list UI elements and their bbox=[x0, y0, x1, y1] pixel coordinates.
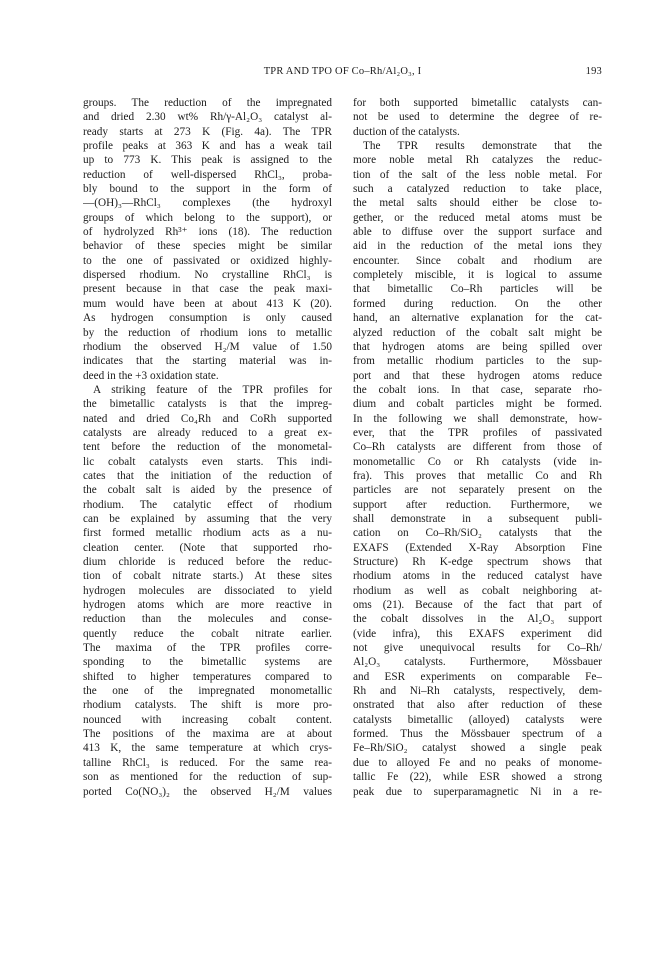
text-line: talline RhCl₃ is reduced. For the same rea- bbox=[83, 756, 332, 769]
text-line: catalysts are already reduced to a great ex- bbox=[83, 426, 332, 439]
text-line: —(OH)₃—RhCl₃ complexes (the hydroxyl bbox=[83, 197, 332, 210]
text-line: ported Co(NO₃)₂ the observed H₂/M values bbox=[83, 785, 332, 798]
text-line: Fe–Rh/SiO₂ catalyst showed a single peak bbox=[353, 742, 602, 755]
text-line: from metallic rhodium particles to the sup- bbox=[353, 355, 602, 368]
text-line: port and that these hydrogen atoms reduce bbox=[353, 369, 602, 382]
text-line: that hydrogen atoms are being spilled over bbox=[353, 340, 602, 353]
text-line: rhodium. The catalytic effect of rhodium bbox=[83, 498, 332, 511]
text-line: groups of which belong to the support), or bbox=[83, 211, 332, 224]
text-line: alyzed reduction of the cobalt salt might be bbox=[353, 326, 602, 339]
text-line: shall demonstrate in a subsequent publi- bbox=[353, 512, 602, 525]
text-line: ever, that the TPR profiles of passivated bbox=[353, 426, 602, 439]
text-line: EXAFS (Extended X-Ray Absorption Fine bbox=[353, 541, 602, 554]
text-line: peak due to superparamagnetic Ni in a re- bbox=[353, 785, 602, 798]
text-line: Co–Rh catalysts are different from those of bbox=[353, 441, 602, 454]
right-text-column bbox=[353, 96, 602, 956]
text-line: reduction than the molecules and conse- bbox=[83, 613, 332, 626]
text-line: rhodium as well as cobalt neighboring at- bbox=[353, 584, 602, 597]
text-line: groups. The reduction of the impregnated bbox=[83, 97, 332, 109]
text-line: behavior of these species might be similar bbox=[83, 240, 332, 253]
text-line: cates that the initiation of the reduction of bbox=[83, 469, 332, 482]
text-line: bly bound to the support in the form of bbox=[83, 183, 332, 196]
text-line: not be used to determine the degree of re- bbox=[353, 111, 602, 124]
text-line: rhodium the observed H₂/M value of 1.50 bbox=[83, 340, 332, 353]
text-line: the metal salts should either be close to- bbox=[353, 197, 602, 210]
text-line: quently reduce the cobalt nitrate earlier. bbox=[83, 627, 332, 640]
text-line: due to alloyed Fe and no peaks of monome- bbox=[353, 756, 602, 769]
text-line: aid in the reduction of the metal ions they bbox=[353, 240, 602, 253]
text-line: 413 K, the same temperature at which crys- bbox=[83, 742, 332, 755]
text-line: more noble metal Rh catalyzes the reduc- bbox=[353, 154, 602, 167]
text-line: the one of the impregnated monometallic bbox=[83, 685, 332, 698]
text-line: support after reduction. Furthermore, we bbox=[353, 498, 602, 511]
text-line: of hydrolyzed Rh³⁺ ions (18). The reduction bbox=[83, 226, 332, 239]
text-line: onstrated that also after reduction of these bbox=[353, 699, 602, 712]
text-line: particles are not separately present on the bbox=[353, 484, 602, 497]
text-line: and ESR experiments on comparable Fe– bbox=[353, 670, 602, 683]
text-line: As hydrogen consumption is only caused bbox=[83, 312, 332, 325]
text-line: tion of the salt of the less noble metal. For bbox=[353, 168, 602, 181]
text-line: encounter. Since cobalt and rhodium are bbox=[353, 254, 602, 267]
text-line: and dried 2.30 wt% Rh/γ-Al₂O₃ catalyst al- bbox=[83, 111, 332, 124]
text-line: completely miscible, it is logical to assume bbox=[353, 269, 602, 282]
text-line: sponding to the bimetallic systems are bbox=[83, 656, 332, 669]
text-line: catalysts bimetallic (alloyed) catalysts were bbox=[353, 713, 602, 726]
text-line: cleation center. (Note that supported rho- bbox=[83, 541, 332, 554]
text-line: hydrogen molecules are dissociated to yield bbox=[83, 584, 332, 597]
text-line: hand, an alternative explanation for the cat- bbox=[353, 312, 602, 325]
text-line: ready starts at 273 K (Fig. 4a). The TPR bbox=[83, 125, 332, 138]
text-line: nounced with increasing cobalt content. bbox=[83, 713, 332, 726]
text-line: profile peaks at 363 K and has a weak tail bbox=[83, 140, 332, 153]
text-line: by the reduction of rhodium ions to metallic bbox=[83, 326, 332, 339]
text-line: reduction of well-dispersed RhCl₃, proba- bbox=[83, 168, 332, 181]
text-line: the cobalt dissolves in the Al₂O₃ support bbox=[353, 613, 602, 626]
text-line: Rh and Ni–Rh catalysts, respectively, dem- bbox=[353, 685, 602, 698]
text-line: tent before the reduction of the monometal- bbox=[83, 441, 332, 454]
text-line: the bimetallic catalysts is that the impreg- bbox=[83, 398, 332, 411]
text-line: present because in that case the peak maxi- bbox=[83, 283, 332, 296]
text-line: up to 773 K. This peak is assigned to the bbox=[83, 154, 332, 167]
text-line: not give unequivocal results for Co–Rh/ bbox=[353, 642, 602, 655]
text-line: tion of cobalt nitrate starts.) At these sites bbox=[83, 570, 332, 583]
text-line: first formed metallic rhodium acts as a nu- bbox=[83, 527, 332, 540]
text-line: to the one of passivated or oxidized highly- bbox=[83, 254, 332, 267]
text-line: mum would have been at about 413 K (20). bbox=[83, 297, 332, 310]
text-line: tallic Fe (22), while ESR showed a strong bbox=[353, 771, 602, 784]
text-line: monometallic Co or Rh catalysts (vide in- bbox=[353, 455, 602, 468]
text-line: nated and dried Co₄Rh and CoRh supported bbox=[83, 412, 332, 425]
text-line: dispersed rhodium. No crystalline RhCl₃ is bbox=[83, 269, 332, 282]
text-line: shifted to higher temperatures compared to bbox=[83, 670, 332, 683]
text-line: gether, or the reduced metal atoms must be bbox=[353, 211, 602, 224]
text-line: fra). This proves that metallic Co and Rh bbox=[353, 469, 602, 482]
text-line: lic cobalt catalysts even starts. This indi- bbox=[83, 455, 332, 468]
text-line: In the following we shall demonstrate, how- bbox=[353, 412, 602, 425]
text-line: formed. Thus the Mössbauer spectrum of a bbox=[353, 728, 602, 741]
text-line: cation on Co–Rh/SiO₂ catalysts that the bbox=[353, 527, 602, 540]
text-line: rhodium catalysts. The shift is more pro- bbox=[83, 699, 332, 712]
text-line: able to diffuse over the support surface and bbox=[353, 226, 602, 239]
text-line: oms (21). Because of the fact that part of bbox=[353, 599, 602, 612]
text-line: A striking feature of the TPR profiles for bbox=[93, 383, 332, 396]
text-line: such a catalyzed reduction to take place, bbox=[353, 183, 602, 196]
text-line: formed during reduction. On the other bbox=[353, 297, 602, 310]
text-line: that bimetallic Co–Rh particles will be bbox=[353, 283, 602, 296]
text-line: The positions of the maxima are at about bbox=[83, 728, 332, 741]
text-line: hydrogen atoms which are more reactive in bbox=[83, 599, 332, 612]
text-line: son as mentioned for the reduction of sup- bbox=[83, 771, 332, 784]
running-title: TPR AND TPO OF Co–Rh/Al₂O₃, I bbox=[263, 66, 422, 77]
text-line: for both supported bimetallic catalysts can- bbox=[353, 97, 602, 109]
text-line: indicates that the starting material was in- bbox=[83, 355, 332, 368]
text-line: duction of the catalysts. bbox=[353, 125, 460, 138]
page-header bbox=[83, 66, 602, 82]
text-line: dium chloride is reduced before the reduc- bbox=[83, 556, 332, 568]
text-line: deed in the +3 oxidation state. bbox=[83, 369, 219, 382]
text-line: dium and cobalt particles might be formed. bbox=[353, 398, 602, 411]
text-line: can be explained by assuming that the very bbox=[83, 512, 332, 525]
text-line: Al₂O₃ catalysts. Furthermore, Mössbauer bbox=[353, 656, 602, 669]
text-line: the cobalt ions. In that case, separate rho- bbox=[353, 383, 602, 396]
text-line: the cobalt salt is aided by the presence of bbox=[83, 484, 332, 497]
page-number: 193 bbox=[585, 66, 602, 77]
text-line: The TPR results demonstrate that the bbox=[363, 140, 602, 153]
text-line: (vide infra), this EXAFS experiment did bbox=[353, 627, 602, 640]
left-text-column bbox=[83, 96, 332, 956]
text-line: Structure) Rh K-edge spectrum shows that bbox=[353, 556, 602, 568]
text-line: The maxima of the TPR profiles corre- bbox=[83, 642, 332, 655]
text-line: rhodium atoms in the reduced catalyst have bbox=[353, 570, 602, 583]
